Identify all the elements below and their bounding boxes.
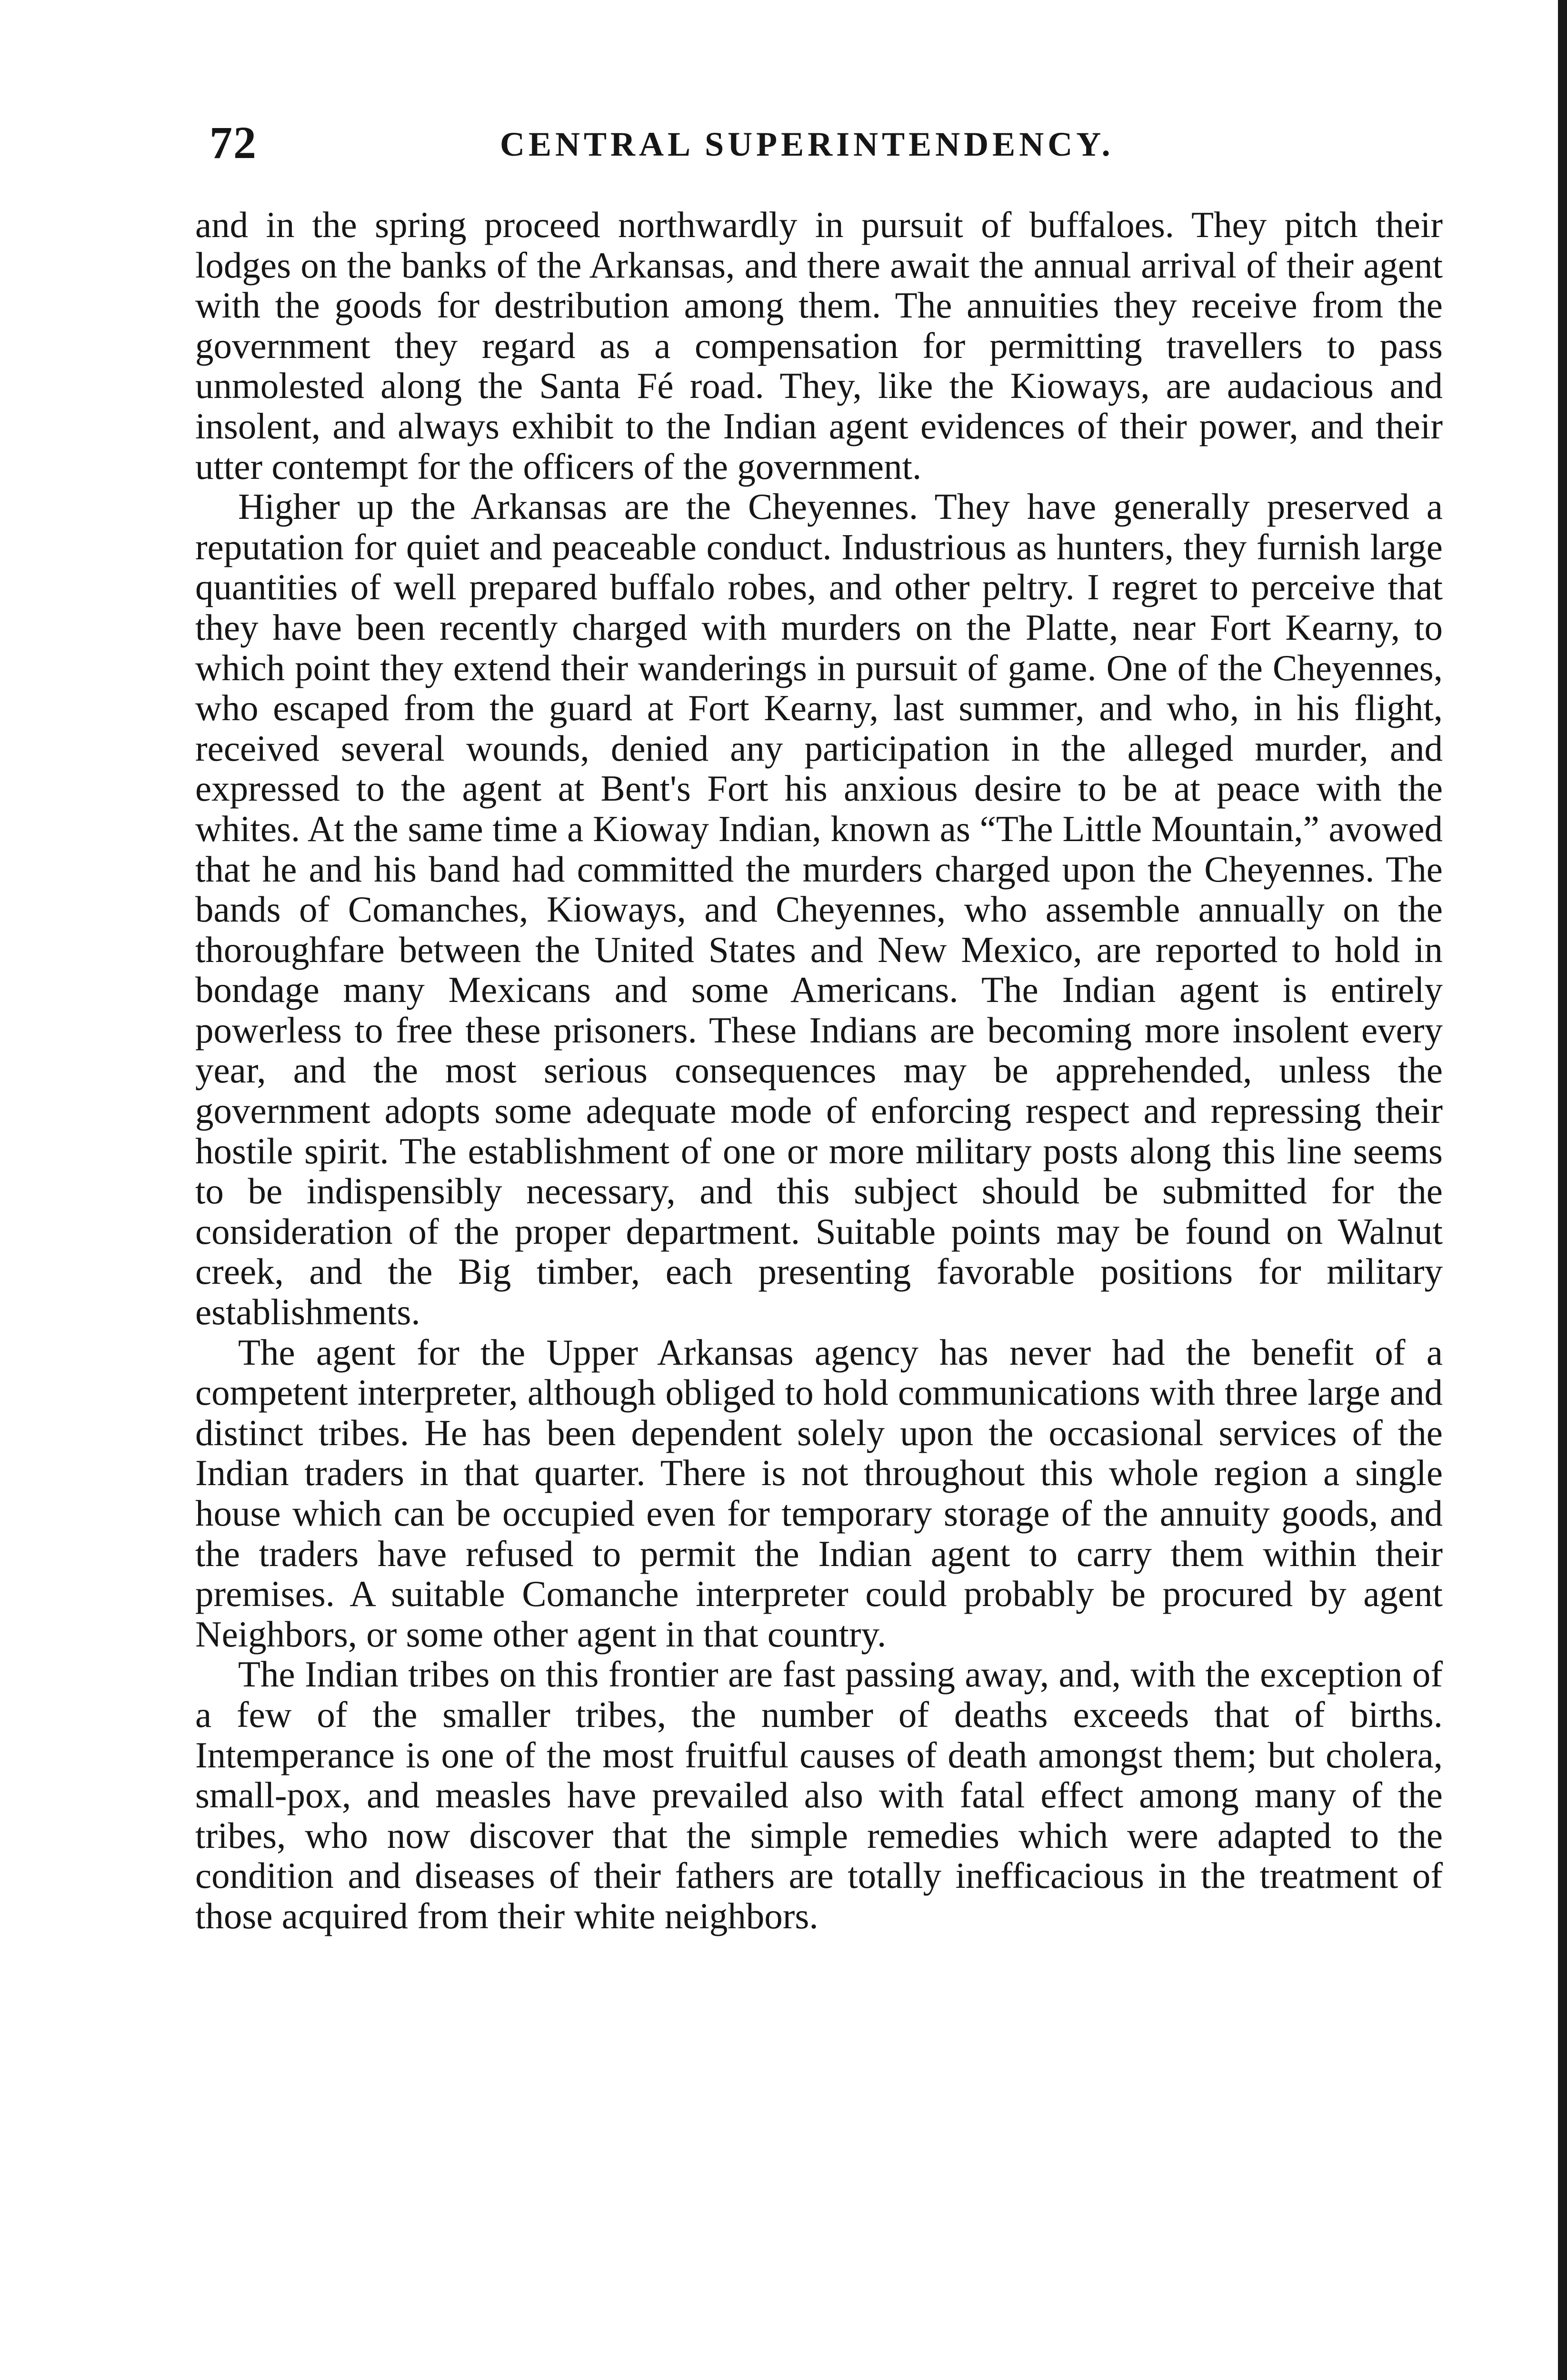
body-text	[195, 205, 1443, 1936]
page-header	[210, 109, 1438, 176]
scan-edge-right	[1558, 0, 1567, 2380]
paragraph-2: Higher up the Arkansas are the Cheyennes. They have generally preserved a reputation for quiet and peaceable conduct. Industrious as hunters, they furnish large quantities of well prepared buffalo robes, and other peltry. I regret to perceive that they have been recently charged with murders on the Platte, near Fort Kearny, to which point they extend their wanderings in pursuit of game. One of the Cheyennes, who escaped from the guard at Fort Kearny, last summer, and who, in his flight, received several wounds, denied any participation in the alleged murder, and expressed to the agent at Bent's Fort his anxious desire to be at peace with the whites. At the same time a Kioway Indian, known as “The Little Mountain,” avowed that he and his band had committed the murders charged upon the Cheyennes. The bands of Comanches, Kioways, and Cheyennes, who assemble annually on the thoroughfare between the United States and New Mexico, are reported to hold in bondage many Mexicans and some Americans. The Indian agent is entirely powerless to free these prisoners. These Indians are becoming more insolent every year, and the most serious consequences may be apprehended, unless the government adopts some adequate mode of enforcing respect and repressing their hostile spirit. The establishment of one or more military posts along this line seems to be indispensibly necessary, and this subject should be submitted for the consideration of the proper department. Suitable points may be found on Walnut creek, and the Big timber, each presenting favorable positions for military establishments.	[195, 486, 1443, 1333]
page-number: 72	[210, 117, 257, 168]
paragraph-3: The agent for the Upper Arkansas agency has never had the benefit of a competent interpreter, although obliged to hold communications with three large and distinct tribes. He has been dependent solely upon the occasional services of the Indian traders in that quarter. There is not throughout this whole region a single house which can be occupied even for temporary storage of the annuity goods, and the traders have refused to permit the Indian agent to carry them within their premises. A suitable Comanche interpreter could probably be procured by agent Neighbors, or some other agent in that country.	[195, 1331, 1443, 1655]
paragraph-1: and in the spring proceed northwardly in pursuit of buffaloes. They pitch their lodges on the banks of the Arkansas, and there await the annual arrival of their agent with the goods for destribution among them. The annuities they receive from the government they regard as a compensation for permitting travellers to pass unmolested along the Santa Fé road. They, like the Kioways, are audacious and insolent, and always exhibit to the Indian agent evidences of their power, and their utter contempt for the officers of the government.	[195, 204, 1443, 487]
paragraph-4: The Indian tribes on this frontier are fast passing away, and, with the exception of a few of the smaller tribes, the number of deaths exceeds that of births. Intemperance is one of the most fruitful causes of death amongst them; but cholera, small-pox, and measles have prevailed also with fatal effect among many of the tribes, who now discover that the simple remedies which were adapted to the condition and diseases of their fathers are totally inefficacious in the treatment of those acquired from their white neighbors.	[195, 1654, 1443, 1936]
running-head: CENTRAL SUPERINTENDENCY.	[500, 125, 1114, 163]
